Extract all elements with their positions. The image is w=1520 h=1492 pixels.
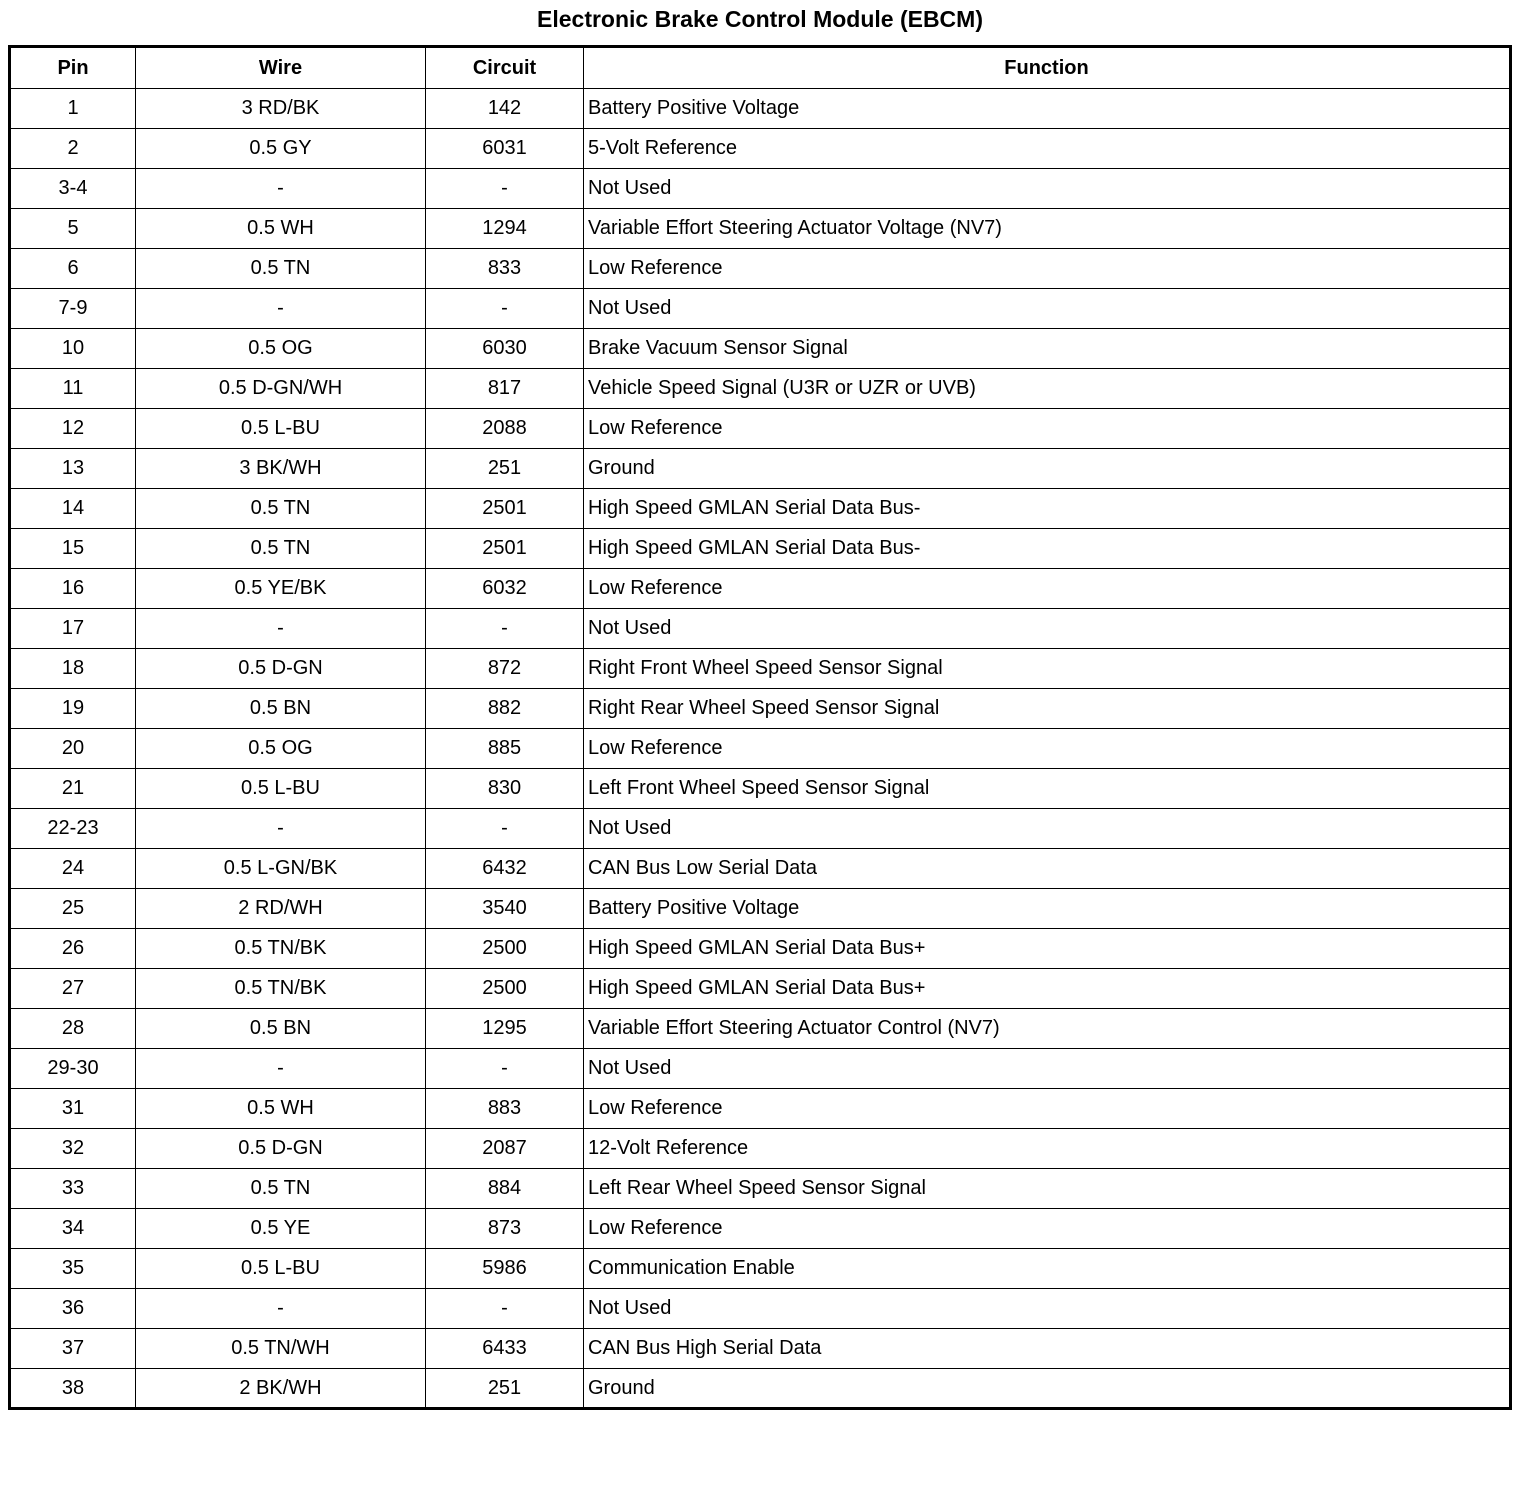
pin-cell: 32 xyxy=(10,1129,136,1169)
wire-cell: 0.5 BN xyxy=(136,1009,426,1049)
header-function: Function xyxy=(584,47,1511,89)
circuit-cell: 2501 xyxy=(426,489,584,529)
table-body xyxy=(10,89,1511,1409)
function-cell: Low Reference xyxy=(584,569,1511,609)
pin-cell: 35 xyxy=(10,1249,136,1289)
pin-cell: 27 xyxy=(10,969,136,1009)
wire-cell: - xyxy=(136,1289,426,1329)
wire-cell: 0.5 WH xyxy=(136,209,426,249)
table-row xyxy=(10,289,1511,329)
table-row xyxy=(10,609,1511,649)
function-cell: Low Reference xyxy=(584,409,1511,449)
table-row xyxy=(10,729,1511,769)
table-row xyxy=(10,89,1511,129)
table-row xyxy=(10,929,1511,969)
circuit-cell: - xyxy=(426,1289,584,1329)
function-cell: Low Reference xyxy=(584,1089,1511,1129)
circuit-cell: 6031 xyxy=(426,129,584,169)
circuit-cell: 142 xyxy=(426,89,584,129)
function-cell: 5-Volt Reference xyxy=(584,129,1511,169)
table-row xyxy=(10,1089,1511,1129)
function-cell: Not Used xyxy=(584,609,1511,649)
function-cell: Right Rear Wheel Speed Sensor Signal xyxy=(584,689,1511,729)
pin-cell: 6 xyxy=(10,249,136,289)
function-cell: Low Reference xyxy=(584,729,1511,769)
header-wire: Wire xyxy=(136,47,426,89)
wire-cell: 0.5 L-GN/BK xyxy=(136,849,426,889)
page-title: Electronic Brake Control Module (EBCM) xyxy=(537,6,983,32)
function-cell: Right Front Wheel Speed Sensor Signal xyxy=(584,649,1511,689)
circuit-cell: 3540 xyxy=(426,889,584,929)
wire-cell: 0.5 D-GN xyxy=(136,1129,426,1169)
circuit-cell: 2088 xyxy=(426,409,584,449)
wire-cell: - xyxy=(136,169,426,209)
circuit-cell: 2500 xyxy=(426,929,584,969)
circuit-cell: - xyxy=(426,289,584,329)
table-row xyxy=(10,129,1511,169)
table-row xyxy=(10,489,1511,529)
table-row xyxy=(10,369,1511,409)
function-cell: Variable Effort Steering Actuator Control (NV7) xyxy=(584,1009,1511,1049)
circuit-cell: 830 xyxy=(426,769,584,809)
circuit-cell: 1294 xyxy=(426,209,584,249)
wire-cell: - xyxy=(136,1049,426,1089)
pinout-table xyxy=(8,45,1512,1410)
pin-cell: 3-4 xyxy=(10,169,136,209)
pin-cell: 18 xyxy=(10,649,136,689)
function-cell: Ground xyxy=(584,449,1511,489)
wire-cell: 0.5 BN xyxy=(136,689,426,729)
table-row xyxy=(10,529,1511,569)
wire-cell: 0.5 TN/BK xyxy=(136,929,426,969)
circuit-cell: - xyxy=(426,169,584,209)
pin-cell: 11 xyxy=(10,369,136,409)
function-cell: Left Front Wheel Speed Sensor Signal xyxy=(584,769,1511,809)
circuit-cell: 2087 xyxy=(426,1129,584,1169)
function-cell: CAN Bus High Serial Data xyxy=(584,1329,1511,1369)
table-row xyxy=(10,1009,1511,1049)
wire-cell: 0.5 TN xyxy=(136,1169,426,1209)
wire-cell: 0.5 WH xyxy=(136,1089,426,1129)
pin-cell: 33 xyxy=(10,1169,136,1209)
function-cell: Ground xyxy=(584,1369,1511,1409)
circuit-cell: 872 xyxy=(426,649,584,689)
table-row xyxy=(10,689,1511,729)
header-row xyxy=(10,47,1511,89)
pin-cell: 19 xyxy=(10,689,136,729)
circuit-cell: 6433 xyxy=(426,1329,584,1369)
table-row xyxy=(10,809,1511,849)
wire-cell: 0.5 GY xyxy=(136,129,426,169)
function-cell: Left Rear Wheel Speed Sensor Signal xyxy=(584,1169,1511,1209)
wire-cell: 0.5 L-BU xyxy=(136,1249,426,1289)
wire-cell: 0.5 L-BU xyxy=(136,769,426,809)
wire-cell: 0.5 YE xyxy=(136,1209,426,1249)
function-cell: 12-Volt Reference xyxy=(584,1129,1511,1169)
circuit-cell: 6030 xyxy=(426,329,584,369)
pin-cell: 29-30 xyxy=(10,1049,136,1089)
pin-cell: 12 xyxy=(10,409,136,449)
wire-cell: 0.5 YE/BK xyxy=(136,569,426,609)
function-cell: Not Used xyxy=(584,289,1511,329)
pin-cell: 20 xyxy=(10,729,136,769)
table-row xyxy=(10,1369,1511,1409)
pin-cell: 16 xyxy=(10,569,136,609)
wire-cell: 0.5 TN/BK xyxy=(136,969,426,1009)
circuit-cell: 5986 xyxy=(426,1249,584,1289)
function-cell: High Speed GMLAN Serial Data Bus+ xyxy=(584,969,1511,1009)
table-row xyxy=(10,849,1511,889)
wire-cell: 0.5 TN xyxy=(136,249,426,289)
pin-cell: 1 xyxy=(10,89,136,129)
circuit-cell: 6432 xyxy=(426,849,584,889)
table-row xyxy=(10,769,1511,809)
wire-cell: - xyxy=(136,289,426,329)
function-cell: Low Reference xyxy=(584,1209,1511,1249)
pin-cell: 13 xyxy=(10,449,136,489)
table-row xyxy=(10,409,1511,449)
pin-cell: 31 xyxy=(10,1089,136,1129)
wire-cell: 2 RD/WH xyxy=(136,889,426,929)
header-circuit: Circuit xyxy=(426,47,584,89)
circuit-cell: 882 xyxy=(426,689,584,729)
circuit-cell: - xyxy=(426,1049,584,1089)
function-cell: Communication Enable xyxy=(584,1249,1511,1289)
table-row xyxy=(10,969,1511,1009)
table-row xyxy=(10,209,1511,249)
table-row xyxy=(10,1129,1511,1169)
table-row xyxy=(10,169,1511,209)
function-cell: High Speed GMLAN Serial Data Bus- xyxy=(584,489,1511,529)
function-cell: Brake Vacuum Sensor Signal xyxy=(584,329,1511,369)
pin-cell: 7-9 xyxy=(10,289,136,329)
function-cell: Not Used xyxy=(584,1049,1511,1089)
circuit-cell: 2501 xyxy=(426,529,584,569)
pin-cell: 21 xyxy=(10,769,136,809)
wire-cell: 0.5 L-BU xyxy=(136,409,426,449)
circuit-cell: 833 xyxy=(426,249,584,289)
table-row xyxy=(10,649,1511,689)
function-cell: Battery Positive Voltage xyxy=(584,889,1511,929)
pin-cell: 25 xyxy=(10,889,136,929)
circuit-cell: 883 xyxy=(426,1089,584,1129)
wire-cell: 3 BK/WH xyxy=(136,449,426,489)
table-row xyxy=(10,1329,1511,1369)
circuit-cell: 885 xyxy=(426,729,584,769)
wire-cell: 0.5 D-GN/WH xyxy=(136,369,426,409)
table-row xyxy=(10,249,1511,289)
pin-cell: 34 xyxy=(10,1209,136,1249)
table-row xyxy=(10,1209,1511,1249)
pin-cell: 10 xyxy=(10,329,136,369)
wire-cell: 0.5 OG xyxy=(136,329,426,369)
table-row xyxy=(10,1169,1511,1209)
wire-cell: 0.5 TN/WH xyxy=(136,1329,426,1369)
pin-cell: 2 xyxy=(10,129,136,169)
function-cell: Not Used xyxy=(584,169,1511,209)
table-row xyxy=(10,329,1511,369)
function-cell: Vehicle Speed Signal (U3R or UZR or UVB) xyxy=(584,369,1511,409)
pin-cell: 37 xyxy=(10,1329,136,1369)
table-row xyxy=(10,449,1511,489)
pin-cell: 36 xyxy=(10,1289,136,1329)
function-cell: CAN Bus Low Serial Data xyxy=(584,849,1511,889)
pin-cell: 38 xyxy=(10,1369,136,1409)
pin-cell: 5 xyxy=(10,209,136,249)
wire-cell: 0.5 TN xyxy=(136,489,426,529)
pin-cell: 15 xyxy=(10,529,136,569)
circuit-cell: 251 xyxy=(426,449,584,489)
circuit-cell: 873 xyxy=(426,1209,584,1249)
function-cell: Not Used xyxy=(584,1289,1511,1329)
circuit-cell: 884 xyxy=(426,1169,584,1209)
table-row xyxy=(10,889,1511,929)
wire-cell: - xyxy=(136,609,426,649)
circuit-cell: - xyxy=(426,609,584,649)
pin-cell: 26 xyxy=(10,929,136,969)
pin-cell: 14 xyxy=(10,489,136,529)
function-cell: Variable Effort Steering Actuator Voltage (NV7) xyxy=(584,209,1511,249)
table-row xyxy=(10,1049,1511,1089)
circuit-cell: 1295 xyxy=(426,1009,584,1049)
circuit-cell: 251 xyxy=(426,1369,584,1409)
function-cell: Low Reference xyxy=(584,249,1511,289)
circuit-cell: 2500 xyxy=(426,969,584,1009)
wire-cell: 0.5 OG xyxy=(136,729,426,769)
table-row xyxy=(10,1249,1511,1289)
wire-cell: 3 RD/BK xyxy=(136,89,426,129)
pin-cell: 28 xyxy=(10,1009,136,1049)
circuit-cell: 6032 xyxy=(426,569,584,609)
table-row xyxy=(10,1289,1511,1329)
function-cell: Not Used xyxy=(584,809,1511,849)
wire-cell: 0.5 D-GN xyxy=(136,649,426,689)
table-row xyxy=(10,569,1511,609)
pin-cell: 24 xyxy=(10,849,136,889)
function-cell: High Speed GMLAN Serial Data Bus- xyxy=(584,529,1511,569)
wire-cell: 2 BK/WH xyxy=(136,1369,426,1409)
circuit-cell: - xyxy=(426,809,584,849)
function-cell: Battery Positive Voltage xyxy=(584,89,1511,129)
pin-cell: 17 xyxy=(10,609,136,649)
header-pin: Pin xyxy=(10,47,136,89)
circuit-cell: 817 xyxy=(426,369,584,409)
wire-cell: - xyxy=(136,809,426,849)
function-cell: High Speed GMLAN Serial Data Bus+ xyxy=(584,929,1511,969)
pin-cell: 22-23 xyxy=(10,809,136,849)
wire-cell: 0.5 TN xyxy=(136,529,426,569)
